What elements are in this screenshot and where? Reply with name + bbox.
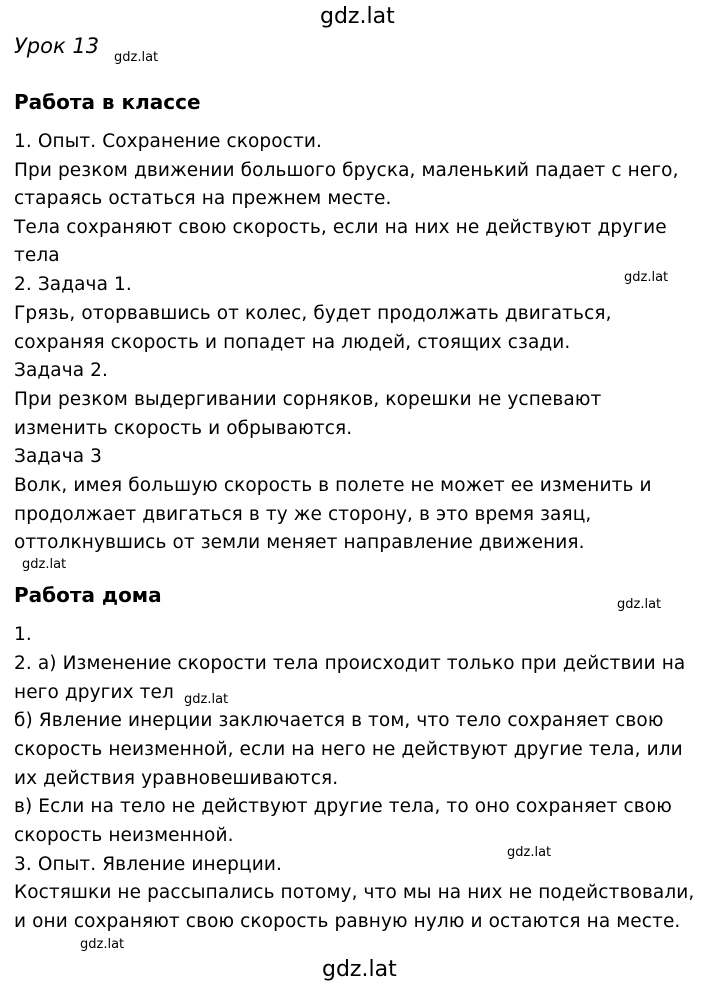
text-line: стараясь остаться на прежнем месте. xyxy=(14,188,392,209)
text-line: продолжает двигаться в ту же сторону, в это время заяц, xyxy=(14,504,592,525)
text-line: 1. xyxy=(14,624,32,645)
text-line: Костяшки не рассыпались потому, что мы на них не подействовали, xyxy=(14,882,695,903)
watermark-bottom: gdz.lat xyxy=(322,957,397,982)
text-line: 3. Опыт. Явление инерции. xyxy=(14,854,282,875)
text-line: сохраняя скорость и попадет на людей, стоящих сзади. xyxy=(14,332,571,353)
text-line: 2. Задача 1. xyxy=(14,274,132,295)
text-line: их действия уравновешиваются. xyxy=(14,768,339,789)
watermark-top: gdz.lat xyxy=(320,4,395,29)
watermark: gdz.lat xyxy=(184,692,229,707)
home-work-heading: Работа дома xyxy=(14,583,162,607)
text-line: При резком выдергивании сорняков, корешки не успевают xyxy=(14,389,602,410)
text-line: и они сохраняют свою скорость равную нулю и остаются на месте. xyxy=(14,911,681,932)
text-line: него других тел xyxy=(14,682,174,703)
text-line: скорость неизменной, если на него не действуют другие тела, или xyxy=(14,739,683,760)
lesson-title: Урок 13 xyxy=(14,34,100,58)
watermark: gdz.lat xyxy=(617,597,662,612)
text-line: При резком движении большого бруска, маленький падает с него, xyxy=(14,160,679,181)
text-line: 2. а) Изменение скорости тела происходит только при действии на xyxy=(14,653,686,674)
text-line: оттолкнувшись от земли меняет направление движения. xyxy=(14,532,585,553)
watermark: gdz.lat xyxy=(114,50,159,65)
text-line: Волк, имея большую скорость в полете не может ее изменить и xyxy=(14,475,652,496)
text-line: Тела сохраняют свою скорость, если на них не действуют другие xyxy=(14,217,667,238)
text-line: б) Явление инерции заключается в том, что тело сохраняет свою xyxy=(14,710,664,731)
text-line: в) Если на тело не действуют другие тела, то оно сохраняет свою xyxy=(14,796,672,817)
text-line: изменить скорость и обрываются. xyxy=(14,418,353,439)
class-work-heading: Работа в классе xyxy=(14,90,201,114)
text-line: Задача 3 xyxy=(14,446,103,467)
watermark: gdz.lat xyxy=(624,270,669,285)
watermark: gdz.lat xyxy=(507,845,552,860)
text-line: тела xyxy=(14,245,60,266)
text-line: Грязь, оторвавшись от колес, будет продолжать двигаться, xyxy=(14,303,612,324)
text-line: 1. Опыт. Сохранение скорости. xyxy=(14,131,322,152)
watermark: gdz.lat xyxy=(80,937,125,952)
watermark: gdz.lat xyxy=(22,557,67,572)
text-line: Задача 2. xyxy=(14,360,109,381)
text-line: скорость неизменной. xyxy=(14,825,234,846)
